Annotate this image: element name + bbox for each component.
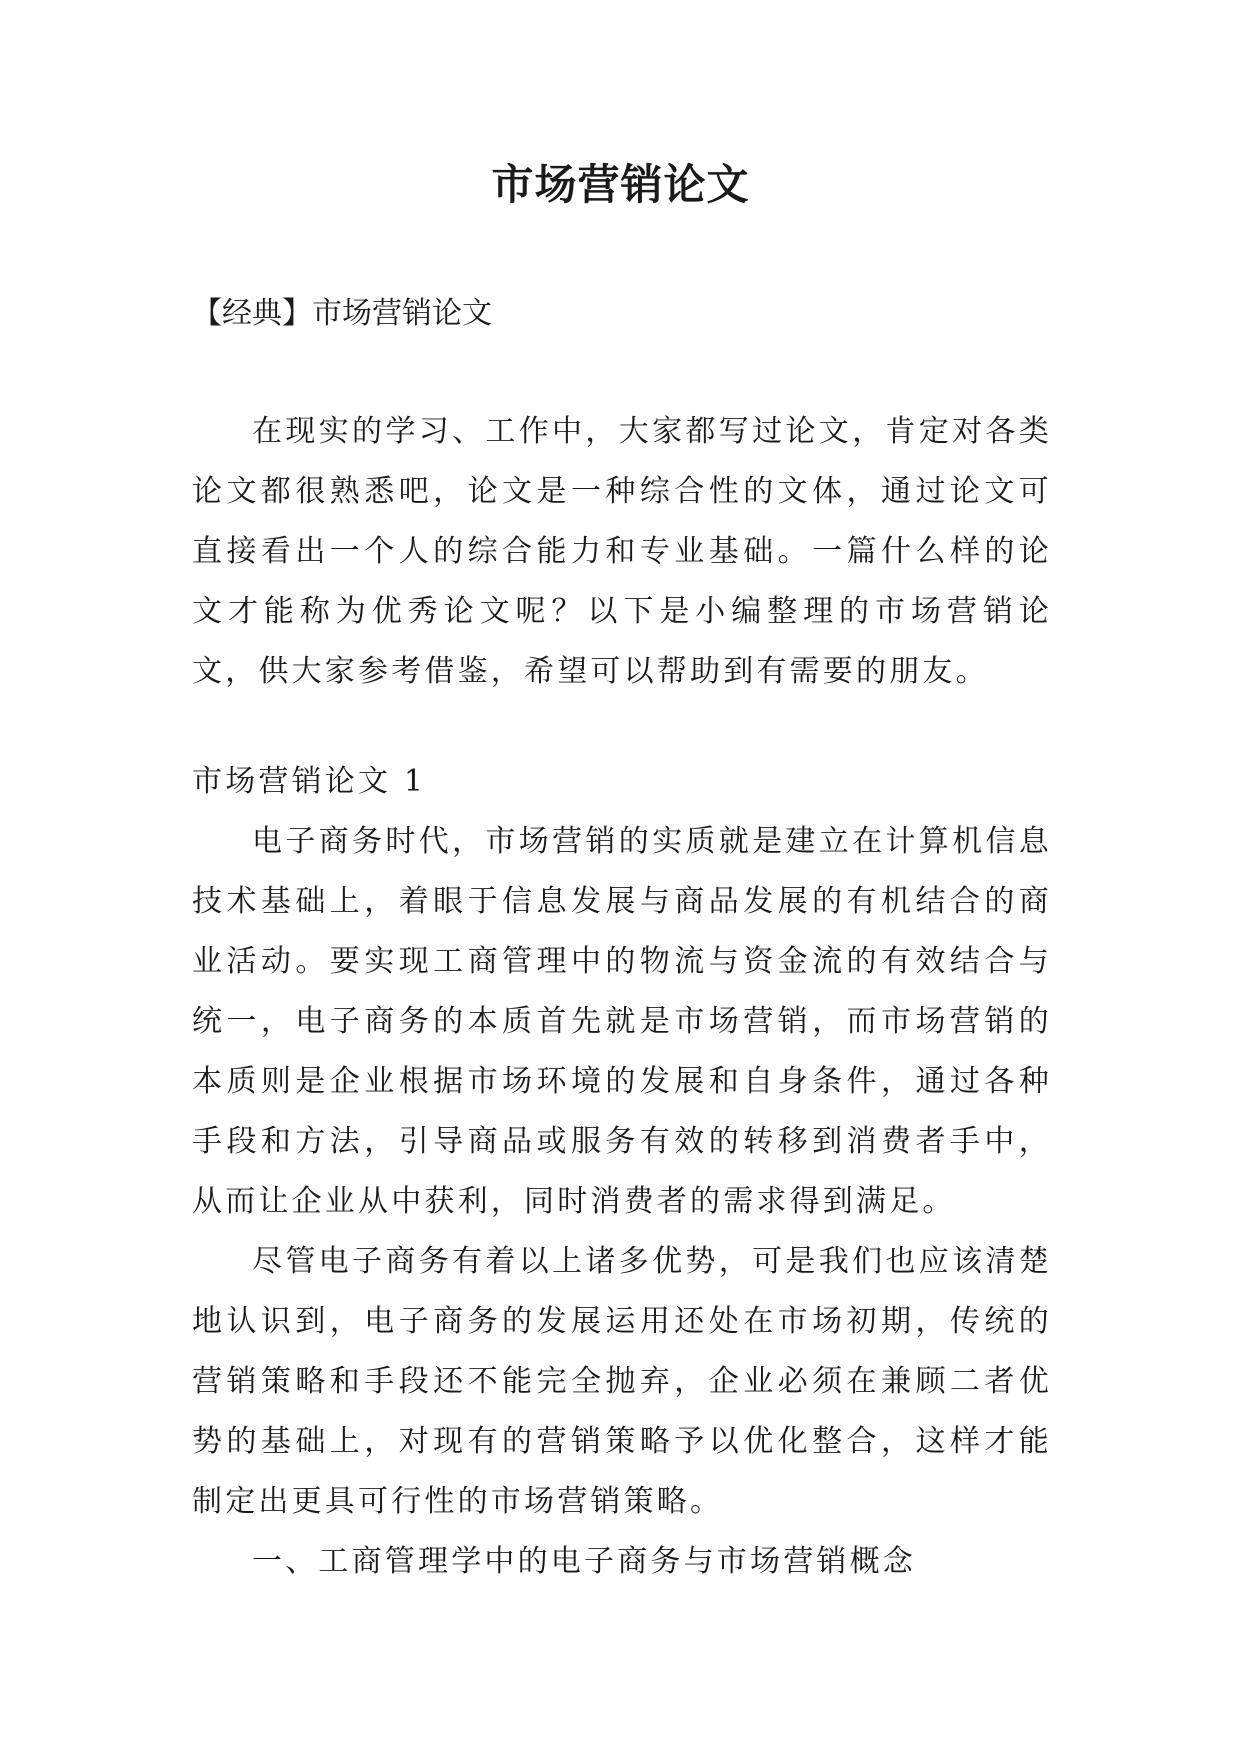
intro-paragraph: 在现实的学习、工作中，大家都写过论文，肯定对各类论文都很熟悉吧，论文是一种综合性的文体，通过论文可直接看出一个人的综合能力和专业基础。一篇什么样的论文才能称为优秀论文呢？以下是小编整理的市场营销论文，供大家参考借鉴，希望可以帮助到有需要的朋友。	[192, 414, 1052, 689]
body-paragraph-2: 尽管电子商务有着以上诸多优势，可是我们也应该清楚地认识到，电子商务的发展运用还处在市场初期，传统的营销策略和手段还不能完全抛弃，企业必须在兼顾二者优势的基础上，对现有的营销策略予以优化整合，这样才能制定出更具可行性的市场营销策略。	[192, 1244, 1052, 1519]
document-subtitle: 【经典】市场营销论文	[192, 296, 492, 331]
body-paragraph-1: 电子商务时代，市场营销的实质就是建立在计算机信息技术基础上，着眼于信息发展与商品发展的有机结合的商业活动。要实现工商管理中的物流与资金流的有效结合与统一，电子商务的本质首先就是市场营销，而市场营销的本质则是企业根据市场环境的发展和自身条件，通过各种手段和方法，引导商品或服务有效的转移到消费者手中，从而让企业从中获利，同时消费者的需求得到满足。	[192, 824, 1052, 1219]
section-heading: 市场营销论文 1	[192, 764, 427, 799]
document-title: 市场营销论文	[491, 160, 750, 209]
intro-block	[192, 402, 1052, 702]
section-body	[192, 812, 1052, 1592]
subsection-heading: 一、工商管理学中的电子商务与市场营销概念	[252, 1544, 916, 1579]
